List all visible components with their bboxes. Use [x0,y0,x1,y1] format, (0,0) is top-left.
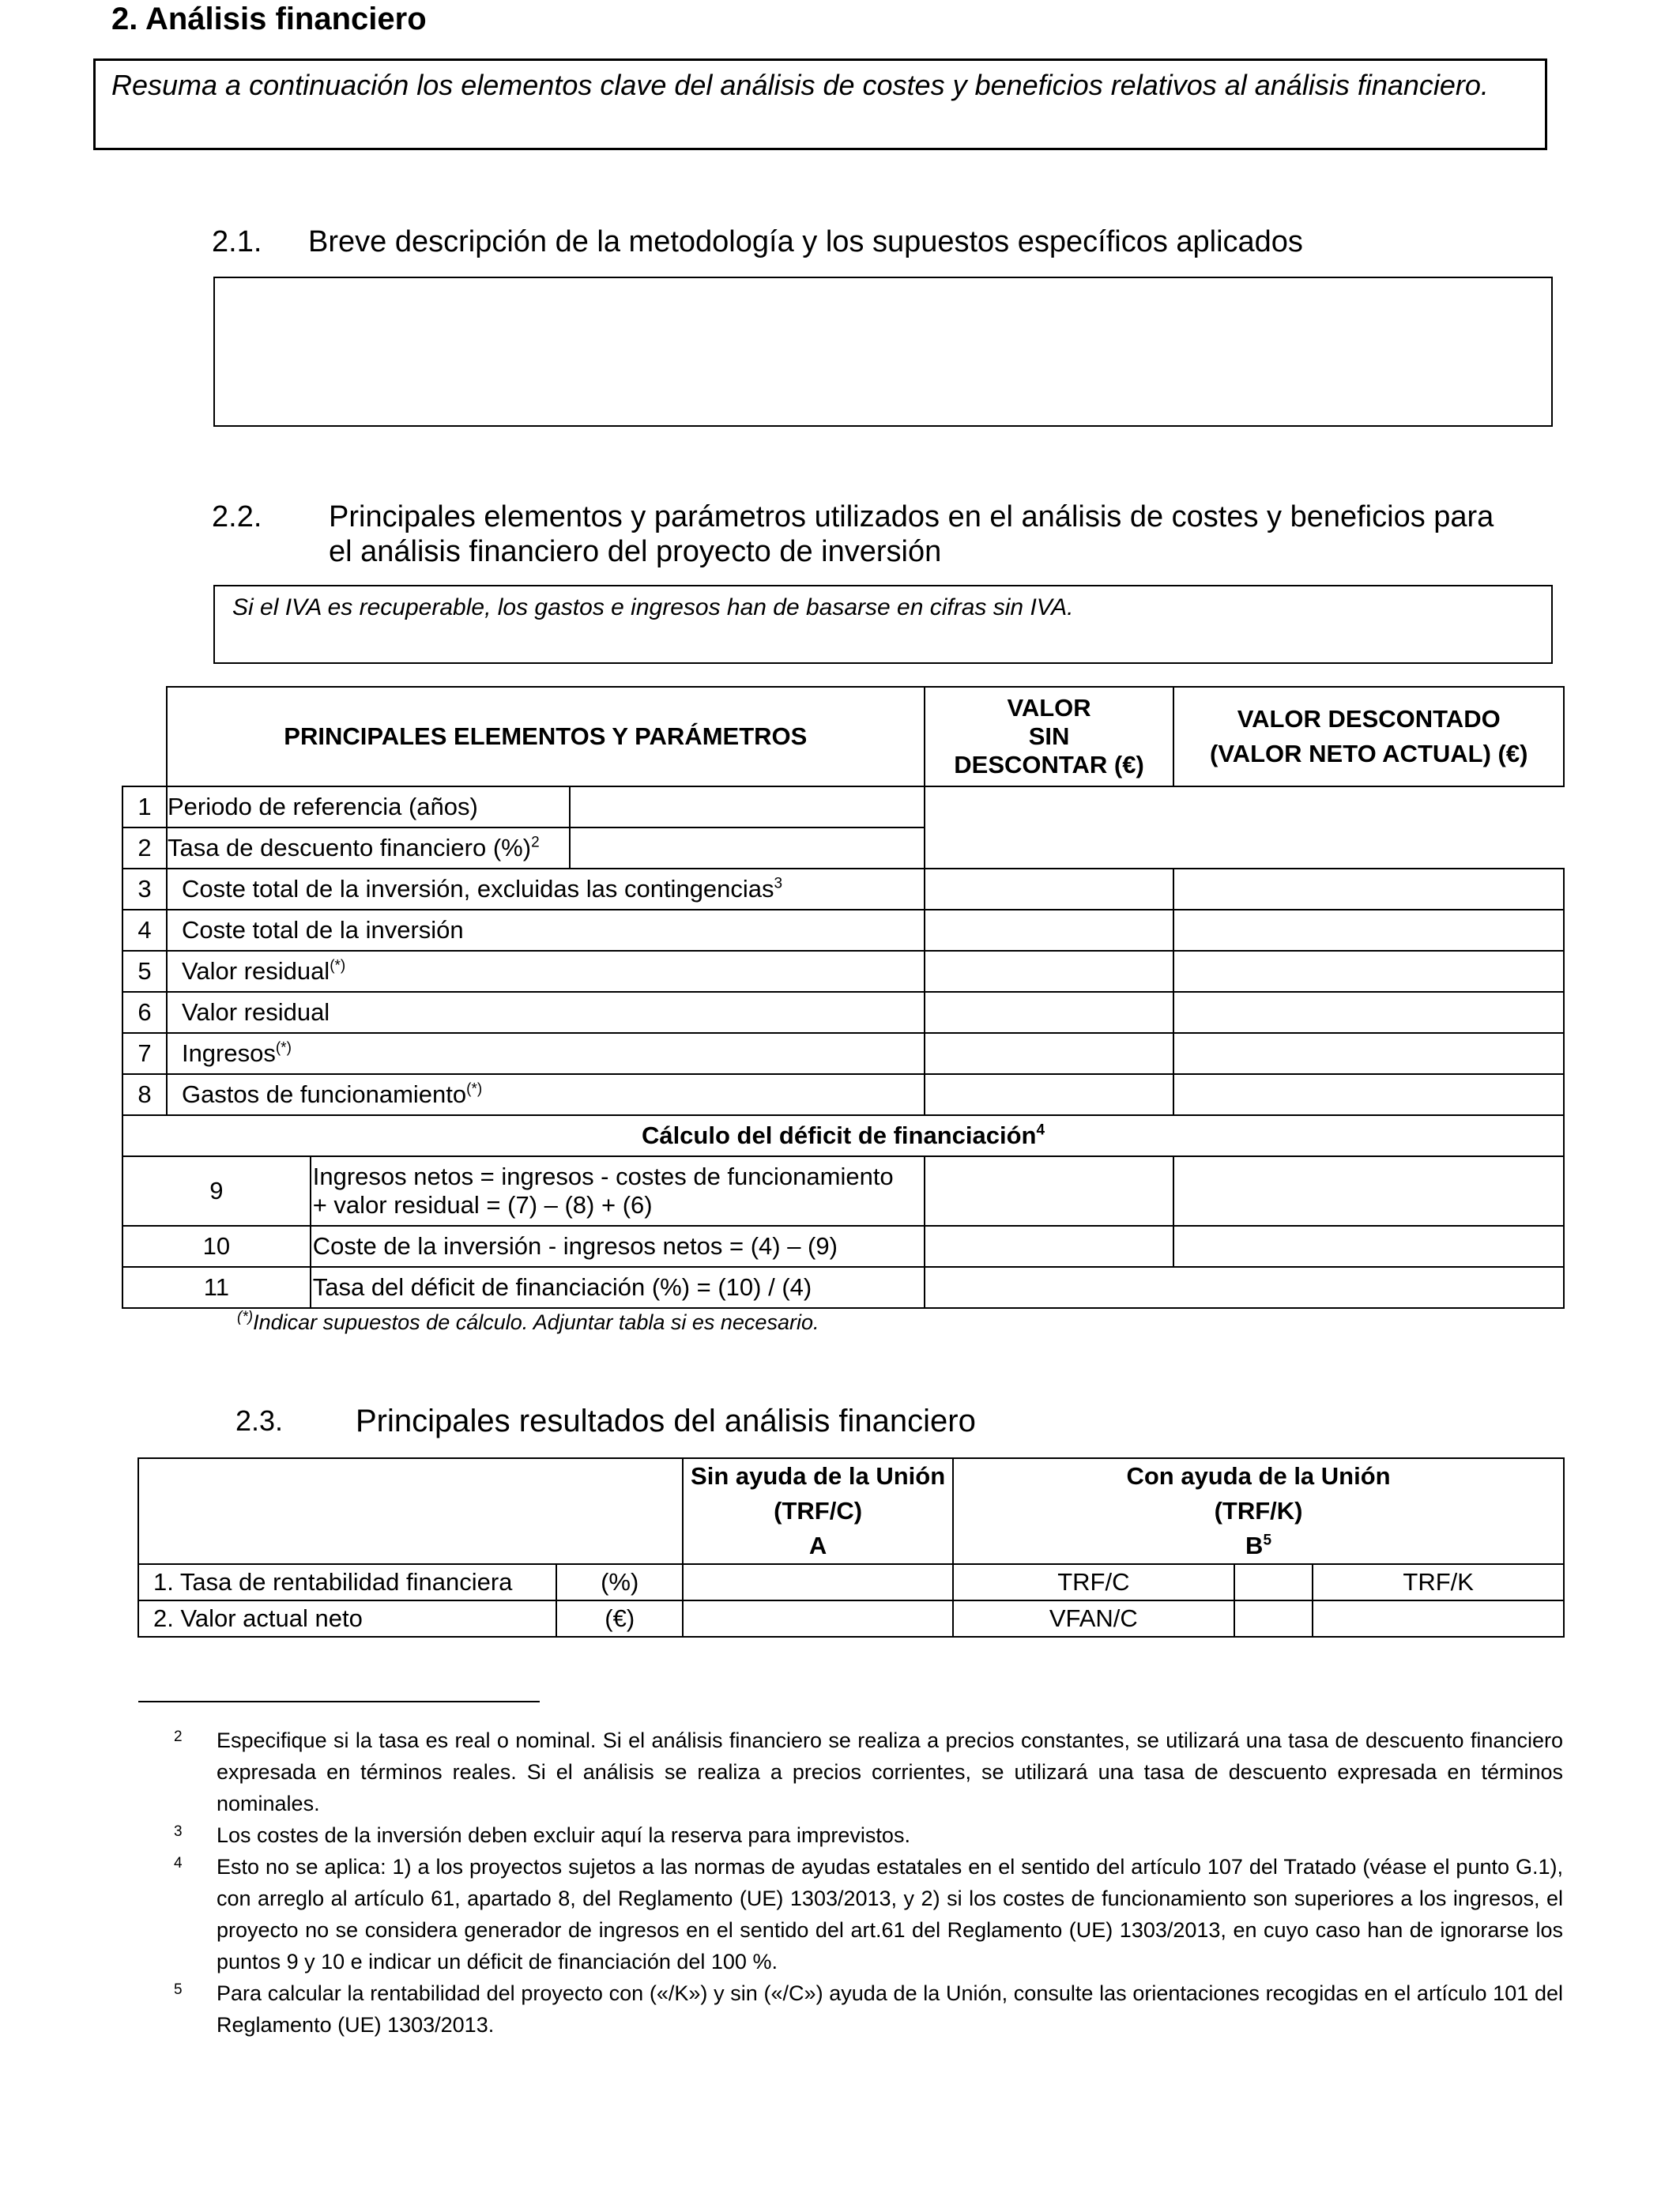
row-label: Periodo de referencia (años) [167,786,570,827]
input-cell[interactable] [1173,1156,1564,1226]
input-cell[interactable] [1173,910,1564,951]
input-cell[interactable] [1173,951,1564,992]
footnote-separator [138,1701,540,1702]
table-row: 2 Tasa de descuento financiero (%)$^2$ [122,827,1564,869]
section-title-line1: Principales elementos y parámetros utilizados en el análisis de costes y beneficios para [329,500,1494,533]
input-cell[interactable] [1173,1226,1564,1267]
header-main: PRINCIPALES ELEMENTOS Y PARÁMETROS [167,687,925,786]
input-cell[interactable] [683,1564,953,1600]
input-cell[interactable] [1173,1033,1564,1074]
section-title-line2: el análisis financiero del proyecto de inversión [329,535,942,568]
table-row: 3 Coste total de la inversión, excluidas las contingencias$^3$ [122,869,1564,910]
input-cell[interactable] [925,951,1174,992]
input-cell[interactable] [1234,1600,1313,1637]
table-row: 6 Valor residual [122,992,1564,1033]
input-cell[interactable] [925,910,1174,951]
input-cell[interactable] [925,992,1174,1033]
section-number: 2.2. [212,500,262,533]
table-row: 4 Coste total de la inversión [122,910,1564,951]
methodology-text-area[interactable] [213,277,1553,427]
section-title: Principales resultados del análisis financiero [356,1404,976,1438]
intro-box: Resuma a continuación los elementos clave del análisis de costes y beneficios relativos al análisis financiero. [93,58,1547,150]
results-table [137,1457,1565,1638]
header-discounted: VALOR DESCONTADO (VALOR NETO ACTUAL) (€) [1173,687,1564,786]
row-label: Ingresos netos = ingresos - costes de funcionamiento + valor residual = (7) – (8) + (6) [311,1156,925,1226]
input-cell[interactable] [925,1267,1564,1308]
row-label: 2. Valor actual neto [138,1600,556,1637]
row-label: Coste de la inversión - ingresos netos = (4) – (9) [311,1226,925,1267]
input-cell[interactable] [1313,1600,1564,1637]
footnote: 4 Esto no se aplica: 1) a los proyectos sujetos a las normas de ayudas estatales en el sentido del artículo 107 del Tratado (véase el punto G.1), con arreglo al artículo 61, apartado 8, del Reglamento (UE) 1303/2013, y 2) si los costes de funcionamiento son superiores a los ingresos, el proyecto no se considera generador de ingresos en el sentido del art.61 del Reglamento (UE) 1303/2013, en cuyo caso han de ignorarse los puntos 9 y 10 e indicar un déficit de financiación del 100 %. [174,1855,1563,1973]
table-row: 11 Tasa del déficit de financiación (%) = (10) / (4) [122,1267,1564,1308]
row-label: Tasa del déficit de financiación (%) = (10) / (4) [311,1267,925,1308]
row-label: 1. Tasa de rentabilidad financiera [138,1564,556,1600]
row-label: Gastos de funcionamiento(*) [167,1074,925,1115]
table-row [138,1564,1564,1600]
row-label: Coste total de la inversión, excluidas las contingencias$^3$ [167,869,925,910]
input-cell[interactable] [925,1033,1174,1074]
input-cell[interactable] [570,827,924,869]
section-number: 2.1. [212,225,262,258]
cell-label: VFAN/C [953,1600,1234,1637]
table-row [138,1600,1564,1637]
input-cell[interactable] [570,786,924,827]
header-with-eu-aid: Con ayuda de la Unión (TRF/K) $B^5$ [953,1458,1564,1564]
table-row: 10 Coste de la inversión - ingresos netos = (4) – (9) [122,1226,1564,1267]
table-row: 5 Valor residual(*) [122,951,1564,992]
input-cell[interactable] [925,1226,1174,1267]
cell-label: TRF/C [953,1564,1234,1600]
input-cell[interactable] [925,1156,1174,1226]
row-label: Valor residual [167,992,925,1033]
deficit-title: Cálculo del déficit de financiación$^4$ [122,1115,1564,1156]
unit: (%) [556,1564,683,1600]
unit: (€) [556,1600,683,1637]
page-title: 2. Análisis financiero [111,2,427,36]
row-label: Ingresos(*) [167,1033,925,1074]
input-cell[interactable] [683,1600,953,1637]
input-cell[interactable] [925,869,1174,910]
row-label: Coste total de la inversión [167,910,925,951]
row-label: Valor residual(*) [167,951,925,992]
input-cell[interactable] [1173,869,1564,910]
header-undiscounted: VALOR SIN DESCONTAR (€) [925,687,1174,786]
row-label: Tasa de descuento financiero (%)$^2$ [167,827,570,869]
table-row: 1 Periodo de referencia (años) [122,786,1564,827]
input-cell[interactable] [1234,1564,1313,1600]
table-row: 7 Ingresos(*) [122,1033,1564,1074]
parameters-table [122,686,1565,1309]
deficit-title-row [122,1115,1564,1156]
section-number: 2.3. [235,1404,284,1437]
section-title: Breve descripción de la metodología y los supuestos específicos aplicados [308,225,1303,258]
table-row: 8 Gastos de funcionamiento(*) [122,1074,1564,1115]
table-row: 9 Ingresos netos = ingresos - costes de funcionamiento + valor residual = (7) – (8) + (6) [122,1156,1564,1226]
cell-label: TRF/K [1313,1564,1564,1600]
iva-note-box: Si el IVA es recuperable, los gastos e ingresos han de basarse en cifras sin IVA. [213,585,1553,664]
footnote: 5 Para calcular la rentabilidad del proyecto con («/K») y sin («/C») ayuda de la Unión, consulte las orientaciones recogidas en el artículo 101 del Reglamento (UE) 1303/2013. [174,1981,1563,2037]
header-without-eu-aid: Sin ayuda de la Unión (TRF/C) A [683,1458,953,1564]
input-cell[interactable] [1173,992,1564,1033]
footnote: 3 Los costes de la inversión deben excluir aquí la reserva para imprevistos. [174,1823,910,1847]
input-cell[interactable] [925,1074,1174,1115]
footnote: 2 Especifique si la tasa es real o nominal. Si el análisis financiero se realiza a precios constantes, se utilizará una tasa de descuento financiero expresada en términos reales. Si el análisis se realiza a precios corrientes, se utilizará una tasa de descuento expresada en términos nominales. [174,1728,1563,1815]
input-cell[interactable] [1173,1074,1564,1115]
calculation-note: (*)Indicar supuestos de cálculo. Adjuntar tabla si es necesario. [237,1309,819,1334]
